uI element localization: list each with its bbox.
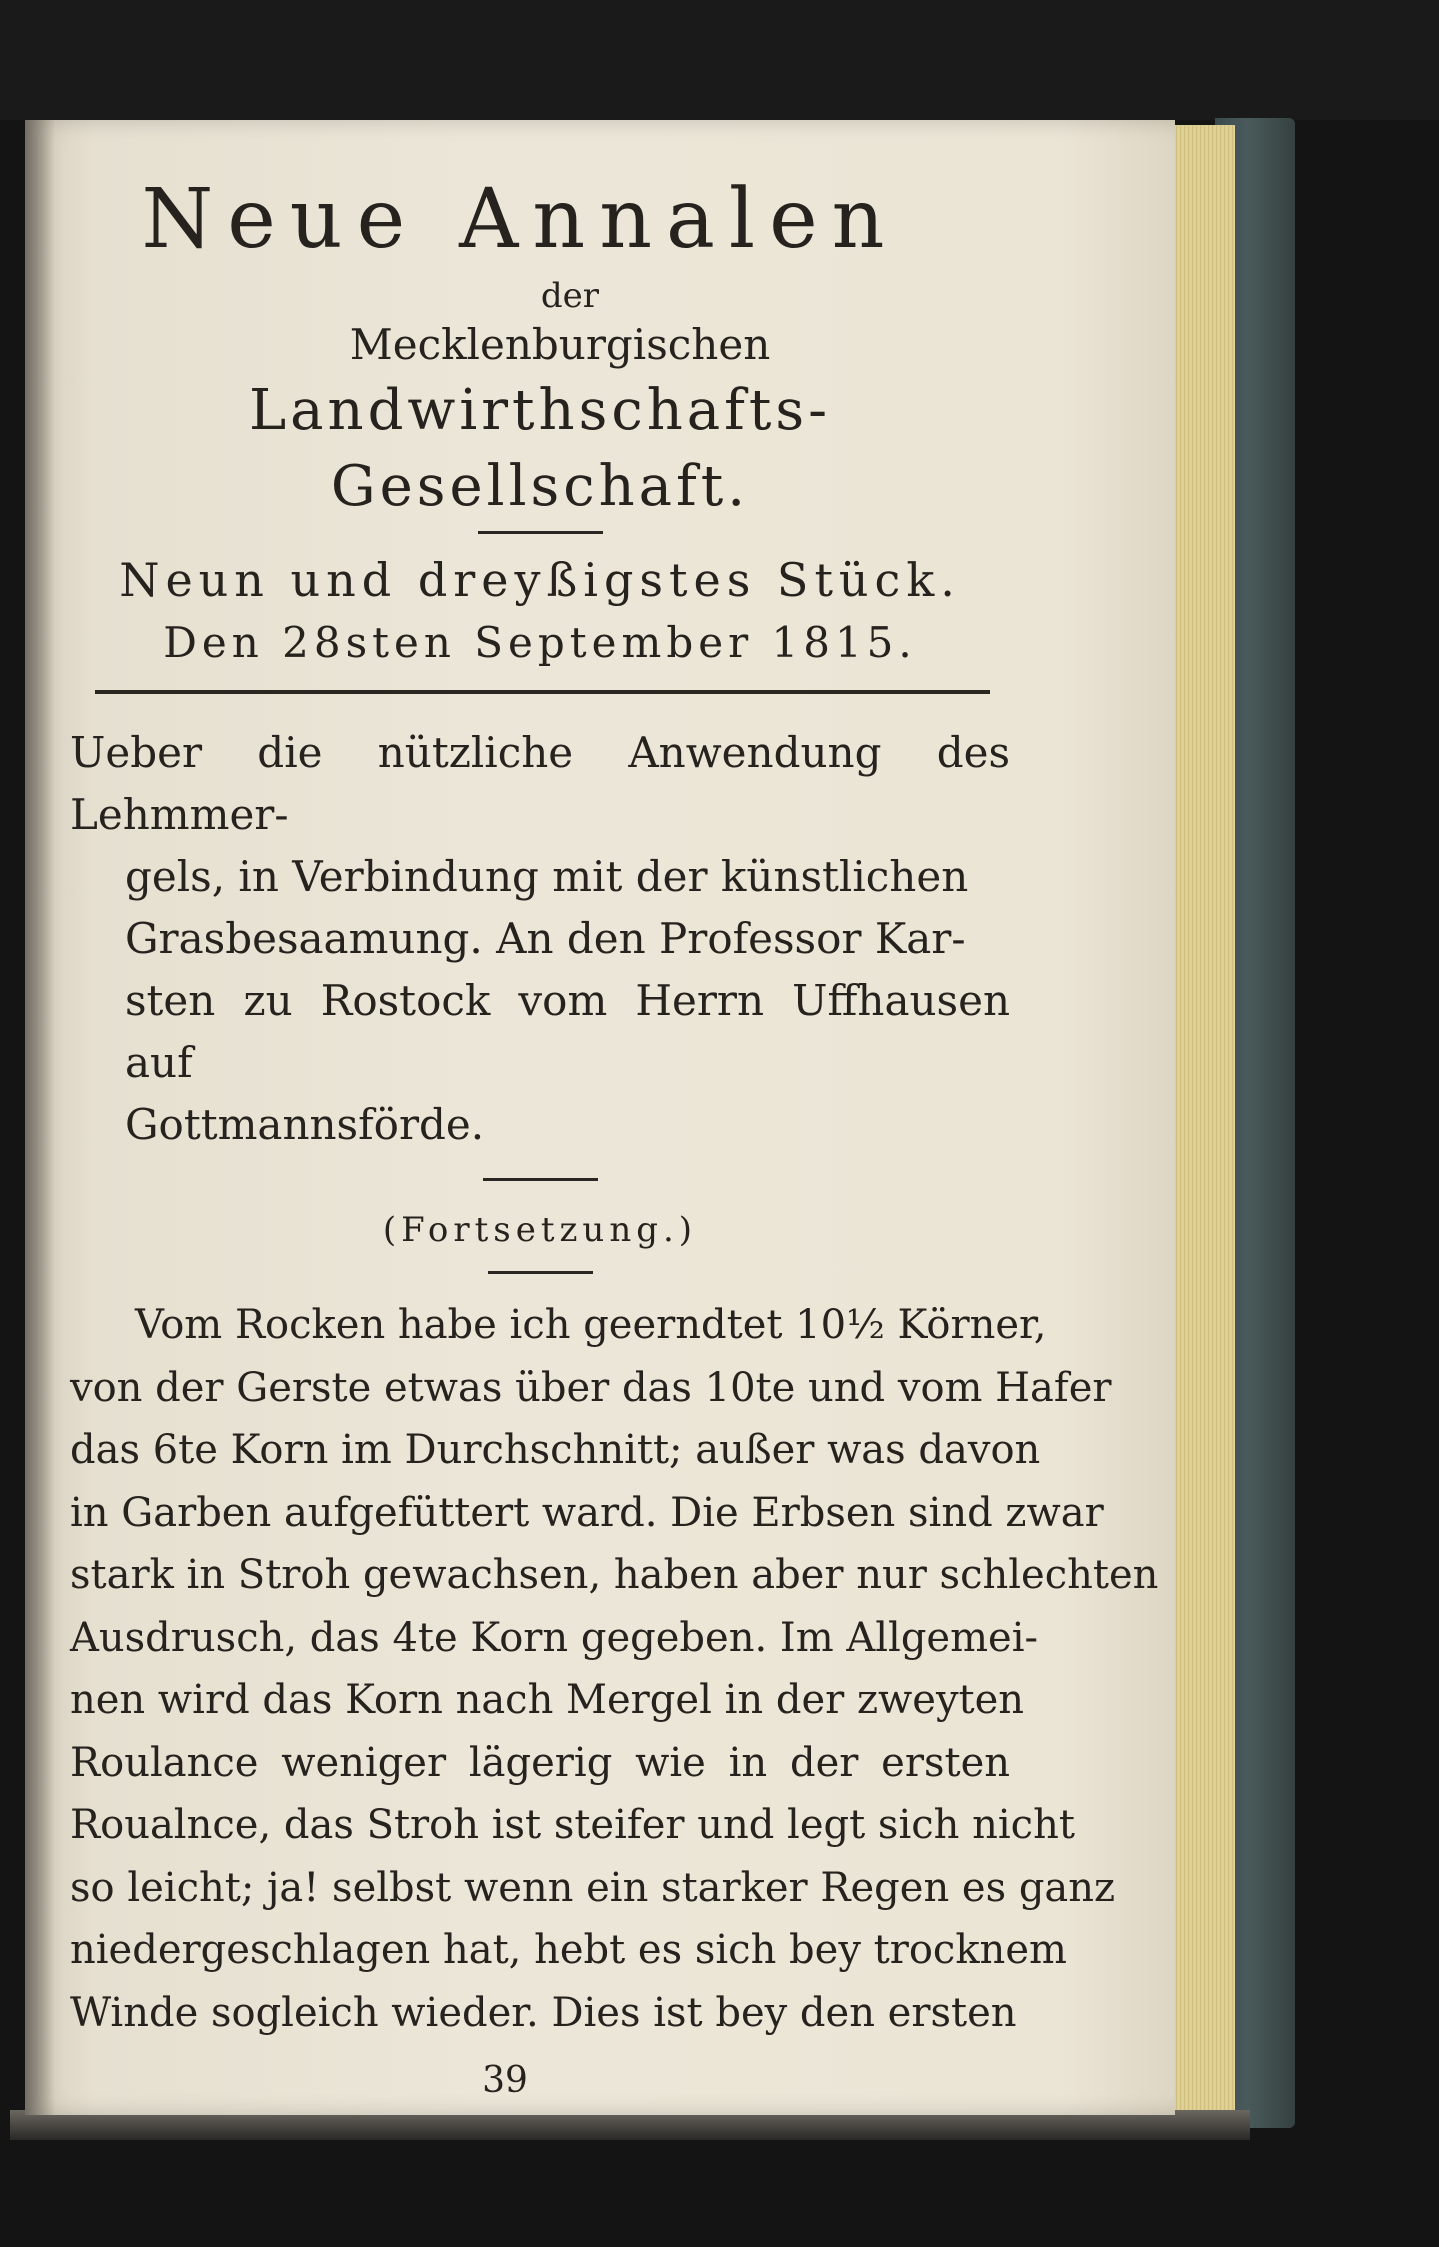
page-number: 39 [482, 2060, 528, 2101]
headline-line: Grasbesaamung. An den Professor Kar- [125, 914, 966, 963]
body-line: nen wird das Korn nach Mergel in der zweyten [70, 1677, 1025, 1723]
journal-title: Neue Annalen [141, 172, 899, 267]
page-edges [1165, 125, 1235, 2115]
body-line: das 6te Korn im Durchschnitt; außer was davon [70, 1427, 1041, 1473]
headline-line: Ueber die nützliche Anwendung des Lehmmer- [70, 728, 1010, 839]
article-body [70, 1294, 1159, 2044]
divider-headline [483, 1178, 598, 1181]
spine-shadow [25, 120, 55, 2115]
issue-date: Den 28sten September 1815. [163, 618, 917, 667]
body-line: Winde sogleich wieder. Dies ist bey den ersten [70, 1989, 1017, 2036]
body-line: in Garben aufgefüttert ward. Die Erbsen sind zwar [70, 1489, 1104, 1536]
article-headline [70, 722, 1010, 1156]
body-line: niedergeschlagen hat, hebt es sich bey trocknem [70, 1927, 1067, 1973]
headline-line: sten zu Rostock vom Herrn Uffhausen auf [125, 976, 1010, 1087]
body-line: so leicht; ja! selbst wenn ein starker Regen es ganz [70, 1864, 1116, 1911]
body-line: Ausdrusch, das 4te Korn gegeben. Im Allgemei- [70, 1614, 1039, 1661]
body-line: von der Gerste etwas über das 10te und vom Hafer [70, 1364, 1112, 1411]
body-line: stark in Stroh gewachsen, haben aber nur schlechten [70, 1552, 1159, 1598]
divider-long [95, 690, 990, 694]
title-society: Landwirthschafts-Gesellschaft. [248, 378, 832, 519]
page-text [70, 165, 1159, 2142]
headline-line: gels, in Verbindung mit der künstlichen [125, 852, 969, 901]
book-page [25, 120, 1175, 2115]
body-line: Vom Rocken habe ich geerndtet 10½ Körner, [135, 1302, 1047, 1348]
issue-number: Neun und dreyßigstes Stück. [119, 553, 961, 607]
title-mecklenburg: Mecklenburgischen [349, 320, 771, 369]
divider-continuation [488, 1271, 593, 1274]
title-der: der [540, 276, 600, 316]
body-line: Roulance weniger lägerig wie in der ersten [70, 1739, 1010, 1786]
divider-short [478, 531, 603, 534]
continuation-label: (Fortsetzung.) [382, 1210, 698, 1250]
headline-line: Gottmannsförde. [125, 1100, 485, 1149]
background-top [0, 0, 1439, 120]
body-line: Roualnce, das Stroh ist steifer und legt sich nicht [70, 1802, 1075, 1848]
